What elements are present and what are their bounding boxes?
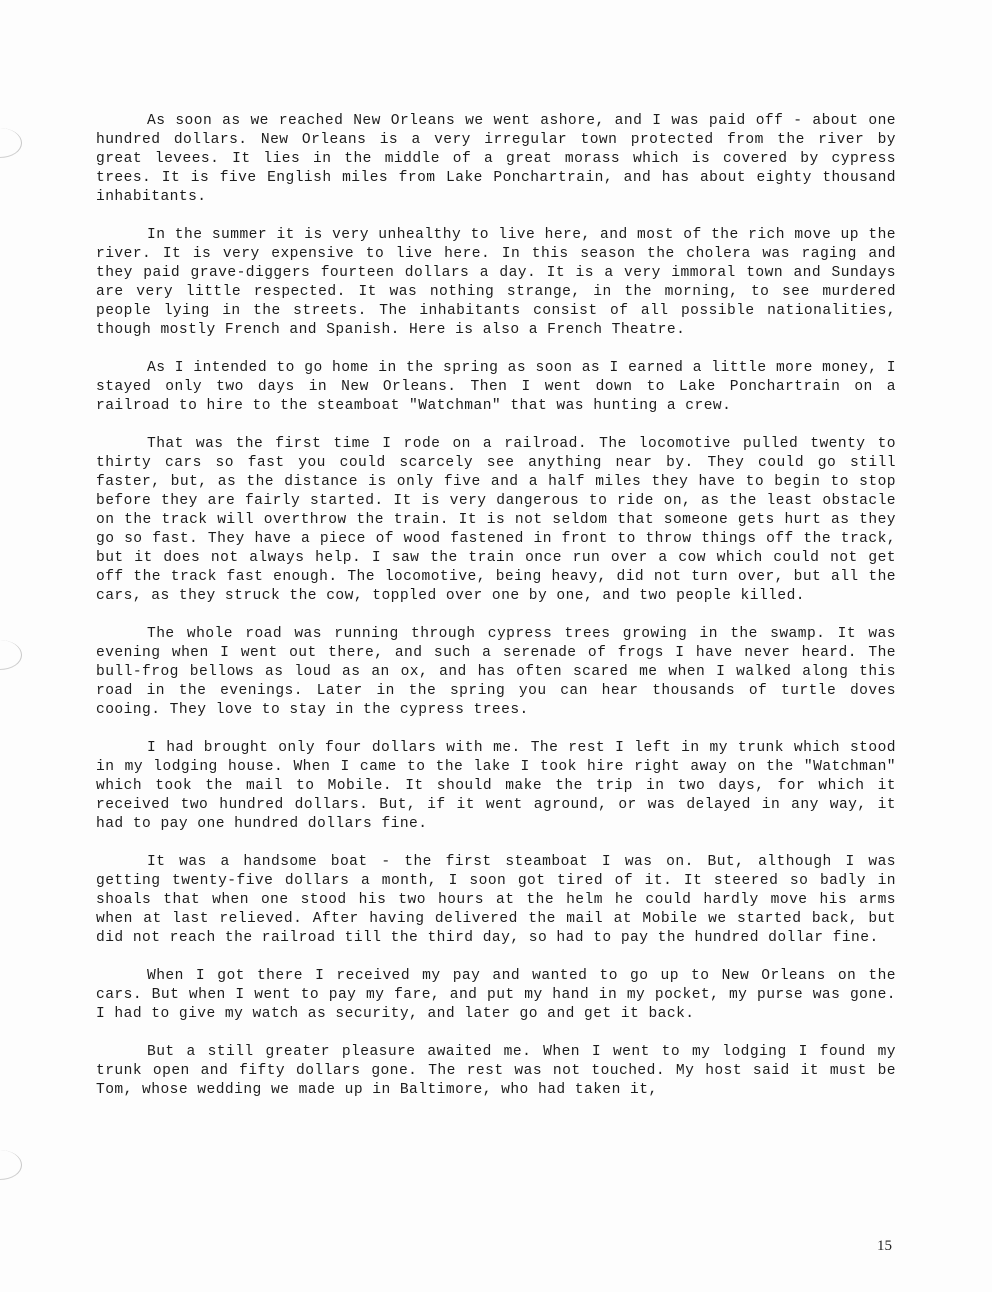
paragraph: But a still greater pleasure awaited me. When I went to my lodging I found my trunk open and fifty dollars gone. The rest was not touched. My host said it must be Tom, whose wedding we made up in Baltimore, who had taken it, xyxy=(96,1044,896,1098)
paragraph: That was the first time I rode on a railroad. The locomotive pulled twenty to thirty cars so fast you could scarcely see anything near by. They could go still faster, but, as the distance is only five and a half miles they have to begin to stop before they are fairly started. It is very dangerous to ride on, as the least obstacle on the track will overthrow the train. It is not seldom that someone gets hurt as they go so fast. They have a piece of wood fastened in front to throw things off the track, but it does not always help. I saw the train once run over a cow which could not get off the track fast enough. The locomotive, being heavy, did not turn over, but all the cars, as they struck the cow, toppled over one by one, and two people killed. xyxy=(96,436,896,604)
paragraph: When I got there I received my pay and wanted to go up to New Orleans on the cars. But when I went to pay my fare, and put my hand in my pocket, my purse was gone. I had to give my watch as security, and later go and get it back. xyxy=(96,968,896,1022)
body-text xyxy=(96,112,896,1119)
paragraph: It was a handsome boat - the first steamboat I was on. But, although I was getting twenty-five dollars a month, I soon got tired of it. It steered so badly in shoals that when one stood his two hours at the helm he could hardly move his arms when at last relieved. After having delivered the mail at Mobile we started back, but did not reach the railroad till the third day, so had to pay the hundred dollar fine. xyxy=(96,854,896,946)
paragraph: I had brought only four dollars with me. The rest I left in my trunk which stood in my lodging house. When I came to the lake I took hire right away on the "Watchman" which took the mail to Mobile. It should make the trip in two days, for which it received two hundred dollars. But, if it went aground, or was delayed in any way, it had to pay one hundred dollars fine. xyxy=(96,740,896,832)
paragraph: As soon as we reached New Orleans we went ashore, and I was paid off - about one hundred dollars. New Orleans is a very irregular town protected from the river by great levees. It lies in the middle of a great morass which is covered by cypress trees. It is five English miles from Lake Ponchartrain, and has about eighty thousand inhabitants. xyxy=(96,113,896,205)
page-number: 15 xyxy=(877,1238,892,1254)
punch-hole-mark xyxy=(0,1150,22,1180)
paragraph: In the summer it is very unhealthy to live here, and most of the rich move up the river. It is very expensive to live here. In this season the cholera was raging and they paid grave-diggers fourteen dollars a day. It is a very immoral town and Sundays are very little respected. It was nothing strange, in the morning, to see murdered people lying in the streets. The inhabitants consist of all possible nationalities, though mostly French and Spanish. Here is also a French Theatre. xyxy=(96,227,896,338)
paragraph: The whole road was running through cypress trees growing in the swamp. It was evening when I went out there, and such a serenade of frogs I have never heard. The bull-frog bellows as loud as an ox, and has often scared me when I walked along this road in the evenings. Later in the spring you can hear thousands of turtle doves cooing. They love to stay in the cypress trees. xyxy=(96,626,896,718)
punch-hole-mark xyxy=(0,128,22,158)
paragraph: As I intended to go home in the spring as soon as I earned a little more money, I stayed only two days in New Orleans. Then I went down to Lake Ponchartrain on a railroad to hire to the steamboat "Watchman" that was hunting a crew. xyxy=(96,360,896,414)
punch-hole-mark xyxy=(0,640,22,670)
